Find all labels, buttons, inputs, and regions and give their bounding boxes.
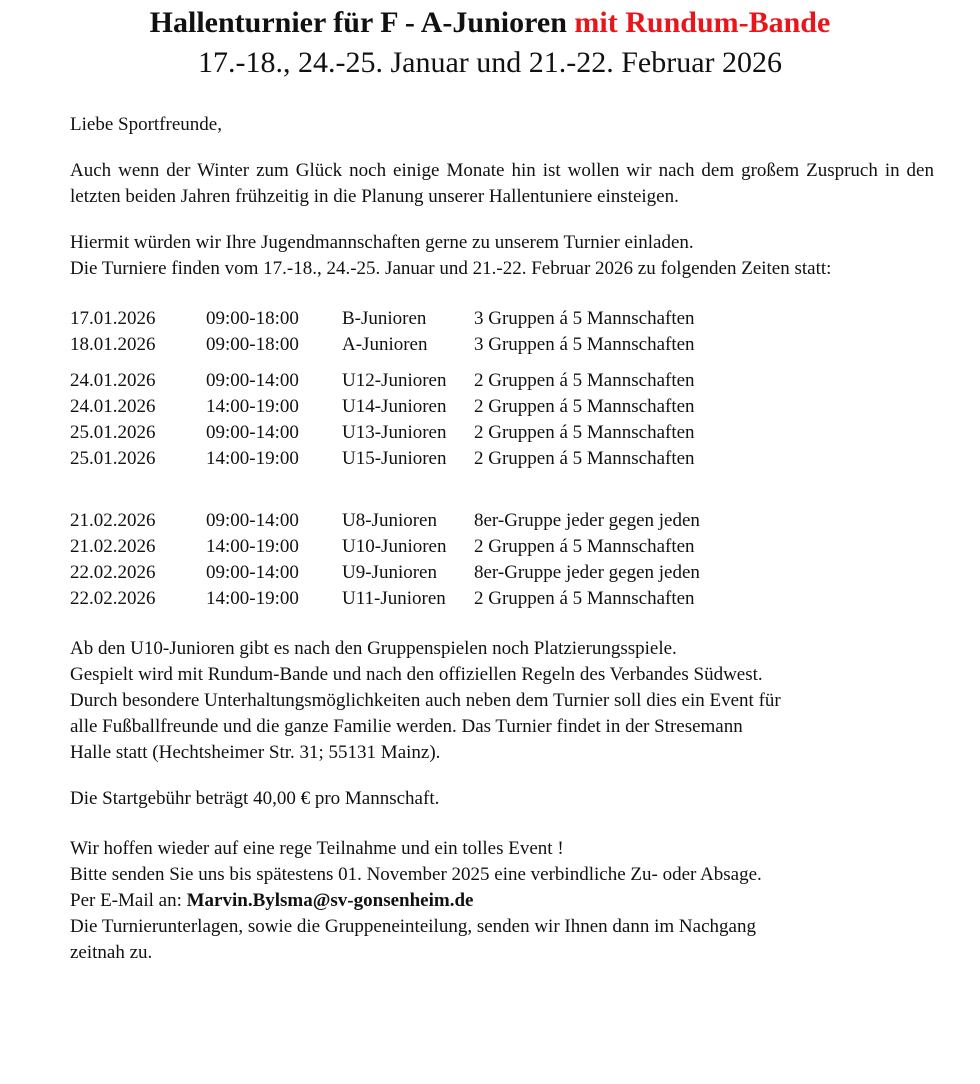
schedule-group-january-1 [70, 306, 934, 358]
schedule-team: U11-Junioren [342, 588, 446, 609]
details-line: Gespielt wird mit Rundum-Bande und nach den offiziellen Regeln des Verbandes Südwest. [70, 664, 763, 685]
schedule-format: 2 Gruppen á 5 Mannschaften [474, 370, 695, 391]
schedule-date: 21.02.2026 [70, 536, 156, 557]
schedule-date: 18.01.2026 [70, 334, 156, 355]
schedule-time: 14:00-19:00 [206, 396, 299, 417]
schedule-group-february [70, 508, 934, 612]
schedule-format: 8er-Gruppe jeder gegen jeden [474, 510, 700, 531]
letter-body [70, 112, 934, 966]
schedule-row [70, 586, 934, 612]
fee-line: Die Startgebühr beträgt 40,00 € pro Mannschaft. [70, 788, 440, 809]
schedule-row [70, 560, 934, 586]
schedule-format: 2 Gruppen á 5 Mannschaften [474, 536, 695, 557]
schedule-team: U8-Junioren [342, 510, 437, 531]
details-paragraph [70, 636, 934, 766]
details-line: Durch besondere Unterhaltungsmöglichkeiten auch neben dem Turnier soll dies ein Event für [70, 690, 781, 711]
schedule-time: 14:00-19:00 [206, 536, 299, 557]
title-highlight: mit Rundum-Bande [574, 6, 831, 39]
intro-paragraph: Auch wenn der Winter zum Glück noch einige Monate hin ist wollen wir nach dem großem Zuspruch in den letzten beiden Jahren frühzeitig in die Planung unserer Hallentuniere einsteigen. [70, 160, 934, 207]
page-title [0, 4, 980, 42]
schedule-format: 8er-Gruppe jeder gegen jeden [474, 562, 700, 583]
schedule-date: 25.01.2026 [70, 422, 156, 443]
schedule-row [70, 420, 934, 446]
schedule-date: 24.01.2026 [70, 370, 156, 391]
schedule-team: U9-Junioren [342, 562, 437, 583]
schedule-row [70, 508, 934, 534]
details-line: Ab den U10-Junioren gibt es nach den Gruppenspielen noch Platzierungsspiele. [70, 638, 677, 659]
schedule-time: 09:00-18:00 [206, 308, 299, 329]
schedule-format: 2 Gruppen á 5 Mannschaften [474, 588, 695, 609]
schedule-date: 21.02.2026 [70, 510, 156, 531]
schedule-time: 09:00-14:00 [206, 370, 299, 391]
closing-paragraph [70, 836, 934, 966]
schedule-date: 25.01.2026 [70, 448, 156, 469]
title-main: Hallenturnier für F - A-Junioren [149, 6, 567, 39]
page-subtitle: 17.-18., 24.-25. Januar und 21.-22. Februar 2026 [197, 46, 783, 79]
closing-line: Bitte senden Sie uns bis spätestens 01. November 2025 eine verbindliche Zu- oder Absage. [70, 864, 762, 885]
schedule-format: 2 Gruppen á 5 Mannschaften [474, 422, 695, 443]
greeting: Liebe Sportfreunde, [70, 114, 222, 135]
schedule-time: 09:00-18:00 [206, 334, 299, 355]
schedule-time: 14:00-19:00 [206, 448, 299, 469]
schedule-time: 09:00-14:00 [206, 562, 299, 583]
schedule-row [70, 368, 934, 394]
schedule-table [70, 306, 934, 612]
schedule-date: 22.02.2026 [70, 588, 156, 609]
schedule-row [70, 534, 934, 560]
dates-sentence: Die Turniere finden vom 17.-18., 24.-25. Januar und 21.-22. Februar 2026 zu folgenden Zeiten statt: [70, 258, 832, 279]
schedule-team: B-Junioren [342, 308, 427, 329]
email-prefix: Per E-Mail an: [70, 890, 182, 911]
email-address[interactable]: Marvin.Bylsma@sv-gonsenheim.de [186, 890, 474, 911]
schedule-time: 14:00-19:00 [206, 588, 299, 609]
schedule-time: 09:00-14:00 [206, 510, 299, 531]
schedule-date: 22.02.2026 [70, 562, 156, 583]
invite-line: Hiermit würden wir Ihre Jugendmannschaften gerne zu unserem Turnier einladen. [70, 232, 694, 253]
schedule-team: U15-Junioren [342, 448, 447, 469]
schedule-format: 2 Gruppen á 5 Mannschaften [474, 448, 695, 469]
schedule-team: A-Junioren [342, 334, 428, 355]
invite-paragraph [70, 230, 934, 282]
schedule-team: U12-Junioren [342, 370, 447, 391]
details-line: alle Fußballfreunde und die ganze Familie werden. Das Turnier findet in der Stresemann [70, 716, 743, 737]
closing-line: Die Turnierunterlagen, sowie die Gruppeneinteilung, senden wir Ihnen dann im Nachgang [70, 916, 756, 937]
closing-line: Wir hoffen wieder auf eine rege Teilnahme und ein tolles Event ! [70, 838, 564, 859]
schedule-row [70, 446, 934, 472]
schedule-format: 2 Gruppen á 5 Mannschaften [474, 396, 695, 417]
schedule-date: 24.01.2026 [70, 396, 156, 417]
schedule-row [70, 332, 934, 358]
schedule-team: U10-Junioren [342, 536, 447, 557]
schedule-format: 3 Gruppen á 5 Mannschaften [474, 308, 695, 329]
schedule-format: 3 Gruppen á 5 Mannschaften [474, 334, 695, 355]
schedule-time: 09:00-14:00 [206, 422, 299, 443]
schedule-team: U14-Junioren [342, 396, 447, 417]
schedule-row [70, 306, 934, 332]
schedule-row [70, 394, 934, 420]
schedule-group-january-2 [70, 368, 934, 472]
email-line [70, 888, 934, 914]
details-line: Halle statt (Hechtsheimer Str. 31; 55131 Mainz). [70, 742, 441, 763]
schedule-team: U13-Junioren [342, 422, 447, 443]
schedule-date: 17.01.2026 [70, 308, 156, 329]
closing-line: zeitnah zu. [70, 942, 153, 963]
